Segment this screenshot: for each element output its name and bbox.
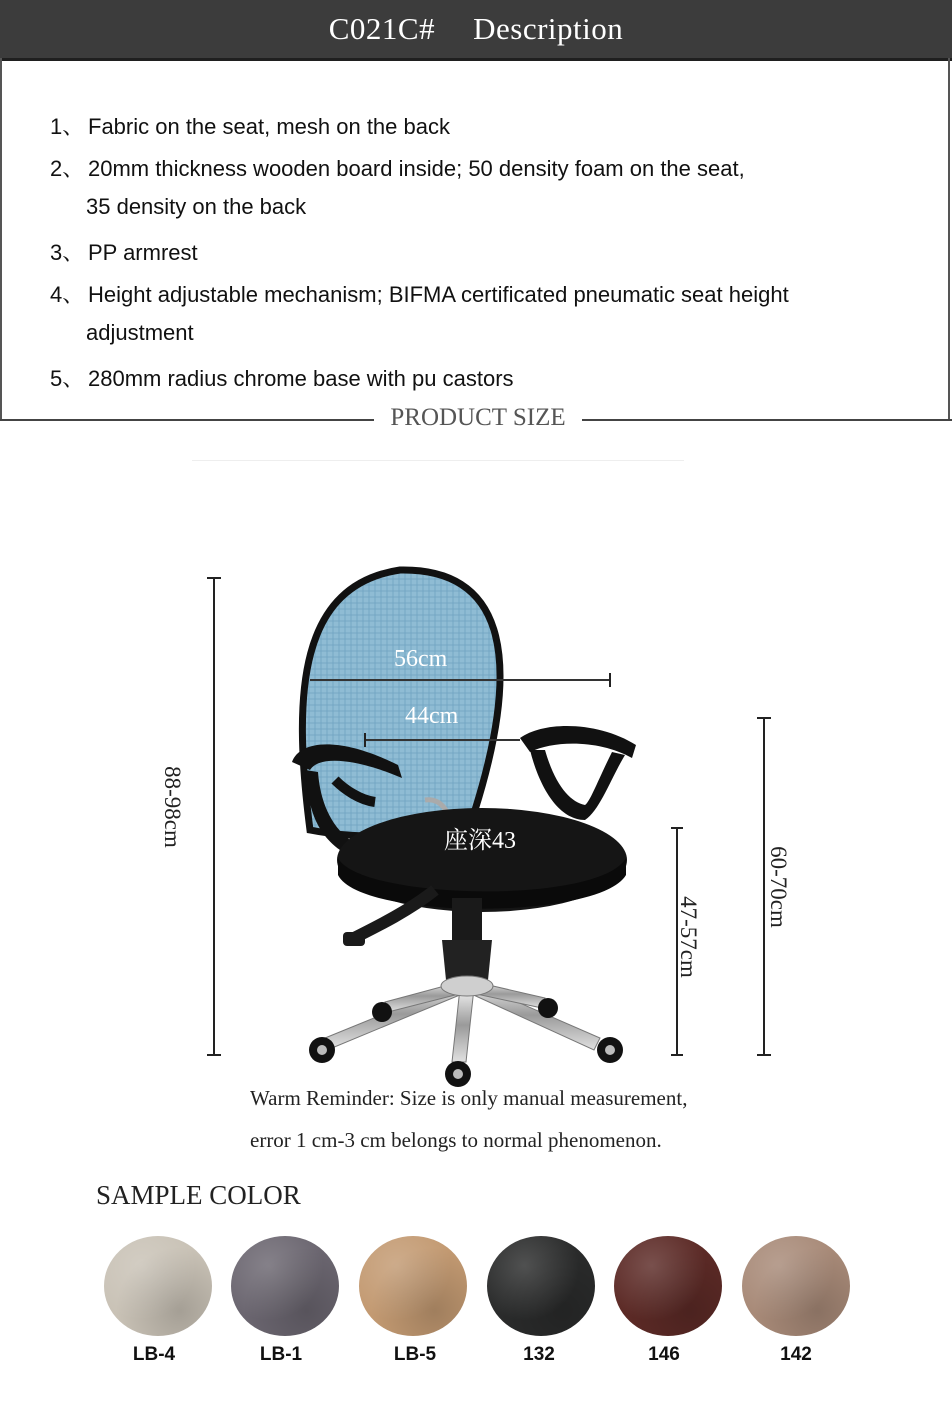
swatch-label: LB-5	[393, 1344, 437, 1365]
arm-height-label: 60-70cm	[766, 846, 791, 928]
frame-border-left	[0, 58, 2, 420]
color-swatch-146	[614, 1236, 722, 1336]
description-item-continued: adjustment	[86, 320, 194, 345]
description-item: 3、 PP armrest	[50, 240, 198, 265]
seat-width-label: 44cm	[405, 703, 459, 729]
section-divider-left	[0, 419, 374, 421]
product-code: C021C#	[328, 11, 436, 46]
page-title: Description	[473, 11, 624, 46]
description-item: 4、 Height adjustable mechanism; BIFMA certificated pneumatic seat height	[50, 282, 789, 307]
swatch-label: LB-1	[259, 1344, 303, 1365]
color-swatch-lb-4	[104, 1236, 212, 1336]
sample-color-title: SAMPLE COLOR	[96, 1180, 301, 1210]
title-bar	[0, 0, 952, 61]
reminder-line-1: Warm Reminder: Size is only manual measurement,	[250, 1086, 688, 1110]
color-swatch-lb-5	[359, 1236, 467, 1336]
backrest	[302, 570, 500, 836]
back-width-label: 56cm	[394, 646, 448, 672]
description-item: 2、 20mm thickness wooden board inside; 50 density foam on the seat,	[50, 156, 745, 181]
swatch-label: 142	[780, 1344, 812, 1365]
color-swatch-lb-1	[231, 1236, 339, 1336]
description-item: 1、 Fabric on the seat, mesh on the back	[50, 114, 450, 139]
product-size-title: PRODUCT SIZE	[390, 404, 566, 431]
seat-height-label: 47-57cm	[676, 896, 701, 978]
frame-border-right	[948, 58, 950, 420]
swatch-label: LB-4	[132, 1344, 176, 1365]
section-divider-right	[582, 419, 952, 421]
faint-divider	[192, 460, 684, 461]
color-swatch-132	[487, 1236, 595, 1336]
swatch-label: 146	[648, 1344, 680, 1365]
reminder-line-2: error 1 cm-3 cm belongs to normal phenomenon.	[250, 1128, 662, 1152]
description-item: 5、 280mm radius chrome base with pu castors	[50, 366, 514, 391]
right-armrest	[520, 726, 636, 820]
seat-depth-label: 座深43	[444, 828, 516, 854]
swatch-label: 132	[523, 1344, 555, 1365]
description-item-continued: 35 density on the back	[86, 194, 307, 219]
color-swatch-142	[742, 1236, 850, 1336]
total-height-label: 88-98cm	[160, 766, 185, 848]
chrome-base	[325, 976, 600, 1062]
